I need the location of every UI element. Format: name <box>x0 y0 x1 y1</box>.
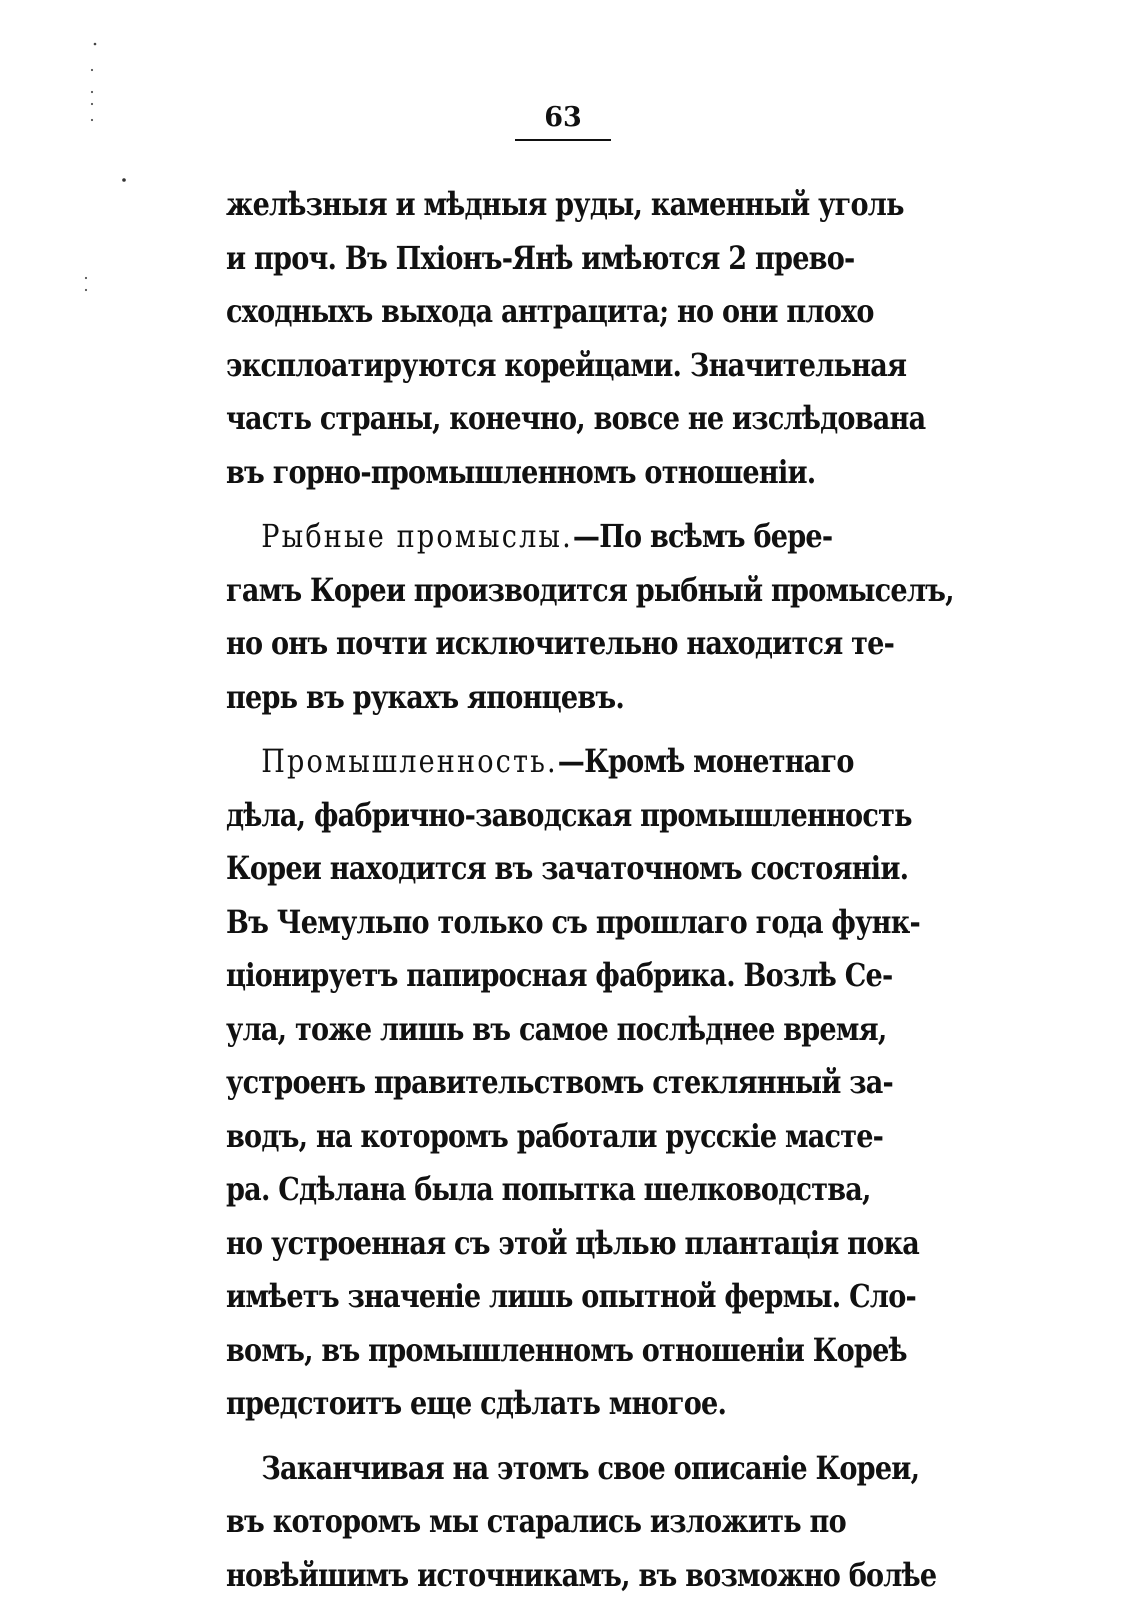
text-line: въ горно-промышленномъ отношеніи. <box>226 446 811 500</box>
page-number-rule <box>515 139 611 141</box>
section-heading-industry: Промышленность. <box>261 744 558 780</box>
text-line: ціонируетъ папиросная фабрика. Возлѣ Се- <box>226 949 811 1003</box>
text-line: ула, тоже лишь въ самое послѣднее время, <box>226 1003 811 1057</box>
text-line: перь въ рукахъ японцевъ. <box>226 671 811 725</box>
text-line: дѣла, фабрично-заводская промышленность <box>226 789 811 843</box>
text-line: сходныхъ выхода антрацита; но они плохо <box>226 285 811 339</box>
text-line: Въ Чемульпо только съ прошлаго года функ- <box>226 896 811 950</box>
paragraph-gap <box>226 724 906 735</box>
text-run: —По всѣмъ бере- <box>573 518 832 555</box>
text-line: но онъ почти исключительно находится те- <box>226 617 811 671</box>
text-line: но устроенная съ этой цѣлью плантація пока <box>226 1217 811 1271</box>
text-line: устроенъ правительствомъ стеклянный за- <box>226 1056 811 1110</box>
text-line: ра. Сдѣлана была попытка шелководства, <box>226 1163 811 1217</box>
paragraph-gap <box>226 1431 906 1442</box>
text-line: водъ, на которомъ работали русскіе масте- <box>226 1110 811 1164</box>
page-number: 63 <box>515 100 611 136</box>
text-line: и проч. Въ Пхіонъ-Янѣ имѣются 2 прево- <box>226 232 811 286</box>
text-line: новѣйшимъ источникамъ, въ возможно болѣе <box>226 1549 811 1602</box>
text-line: въ которомъ мы старались изложить по <box>226 1495 811 1549</box>
text-line: имѣетъ значеніе лишь опытной фермы. Сло- <box>226 1270 811 1324</box>
paragraph-gap <box>226 499 906 510</box>
text-line: гамъ Кореи производится рыбный промыселъ, <box>226 564 811 618</box>
text-run: —Кромѣ монетнаго <box>558 743 854 780</box>
text-line: вомъ, въ промышленномъ отношеніи Кореѣ <box>226 1324 811 1378</box>
text-line: эксплоатируются корейцами. Значительная <box>226 339 811 393</box>
text-line: желѣзныя и мѣдныя руды, каменный уголь <box>226 178 811 232</box>
section-heading-fishing: Рыбные промыслы. <box>261 519 573 555</box>
body-text <box>226 178 906 1602</box>
scan-edge-marks <box>0 0 140 900</box>
text-line: часть страны, конечно, вовсе не изслѣдована <box>226 392 811 446</box>
text-line <box>226 735 811 789</box>
text-line: предстоитъ еще сдѣлать многое. <box>226 1377 811 1431</box>
text-line: Кореи находится въ зачаточномъ состояніи. <box>226 842 811 896</box>
text-line <box>226 510 811 564</box>
text-line: Заканчивая на этомъ свое описаніе Кореи, <box>226 1442 811 1496</box>
